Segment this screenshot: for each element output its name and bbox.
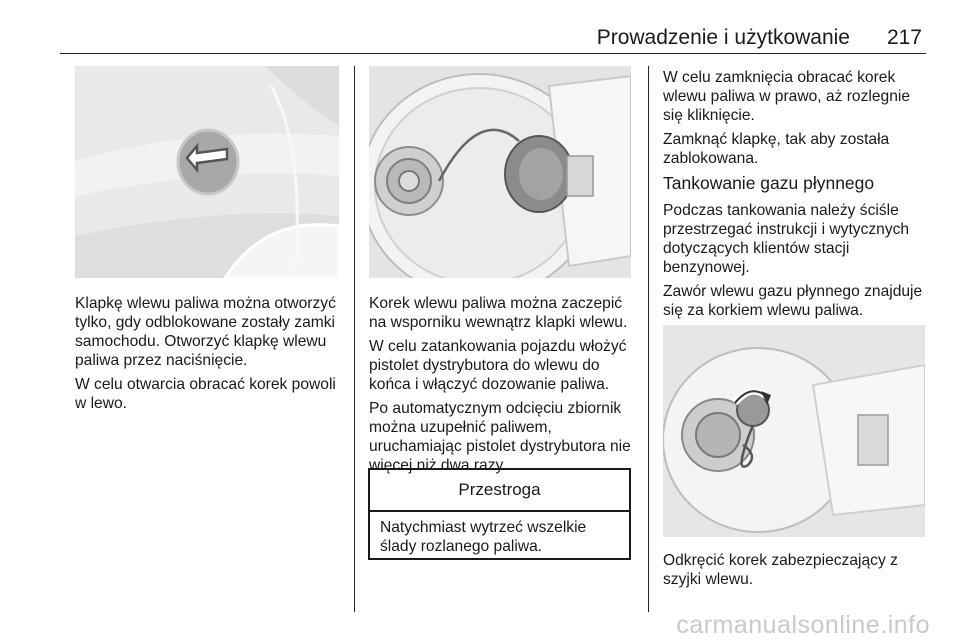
caution-title: Przestroga (370, 470, 629, 512)
paragraph: Po automatycznym odcięciu zbiornik można uzupełnić paliwem, uruchamiając pistolet dystrybutora nie więcej niż dwa razy. (369, 400, 631, 474)
column-divider-1 (354, 66, 355, 612)
paragraph: W celu zatankowania pojazdu włożyć pistolet dystrybutora do wlewu do końca i włączyć dozowanie paliwa. (369, 338, 627, 393)
right-column-text (663, 68, 931, 325)
middle-column-text (369, 294, 635, 480)
lpg-cap-figure (663, 325, 925, 537)
fuel-flap-figure (75, 66, 339, 278)
paragraph: W celu otwarcia obracać korek powoli w lewo. (75, 376, 336, 412)
lpg-cap-icon (663, 325, 925, 537)
page-number: 217 (886, 26, 922, 49)
paragraph: Zawór wlewu gazu płynnego znajduje się za korkiem wlewu paliwa. (663, 283, 923, 319)
fuel-cap-bracket-figure (369, 66, 631, 278)
caution-text: Natychmiast wytrzeć wszelkie ślady rozlanego paliwa. (380, 519, 587, 555)
section-heading: Tankowanie gazu płynnego (663, 173, 875, 193)
header-divider (60, 53, 926, 54)
paragraph: W celu zamknięcia obracać korek wlewu paliwa w prawo, aż rozlegnie się kliknięcie. (663, 69, 911, 124)
page-section-title: Prowadzenie i użytkowanie (596, 26, 850, 49)
caution-box (368, 468, 631, 560)
column-divider-2 (648, 66, 649, 612)
fuel-cap-bracket-icon (369, 66, 631, 278)
fuel-flap-icon (75, 66, 339, 278)
paragraph: Klapkę wlewu paliwa można otworzyć tylko, gdy odblokowane zostały zamki samochodu. Otworzyć klapkę wlewu paliwa przez naciśnięcie. (75, 295, 336, 369)
paragraph: Odkręcić korek zabezpieczający z szyjki wlewu. (663, 552, 898, 588)
watermark: carmanualsonline.info (676, 611, 930, 639)
right-column-bottom-text (663, 551, 931, 594)
paragraph: Podczas tankowania należy ściśle przestrzegać instrukcji i wytycznych dotyczących klientów stacji benzynowej. (663, 202, 910, 276)
paragraph: Zamknąć klapkę, tak aby została zablokowana. (663, 131, 890, 167)
paragraph: Korek wlewu paliwa można zaczepić na wsporniku wewnątrz klapki wlewu. (369, 295, 628, 331)
left-column-text (75, 294, 343, 418)
